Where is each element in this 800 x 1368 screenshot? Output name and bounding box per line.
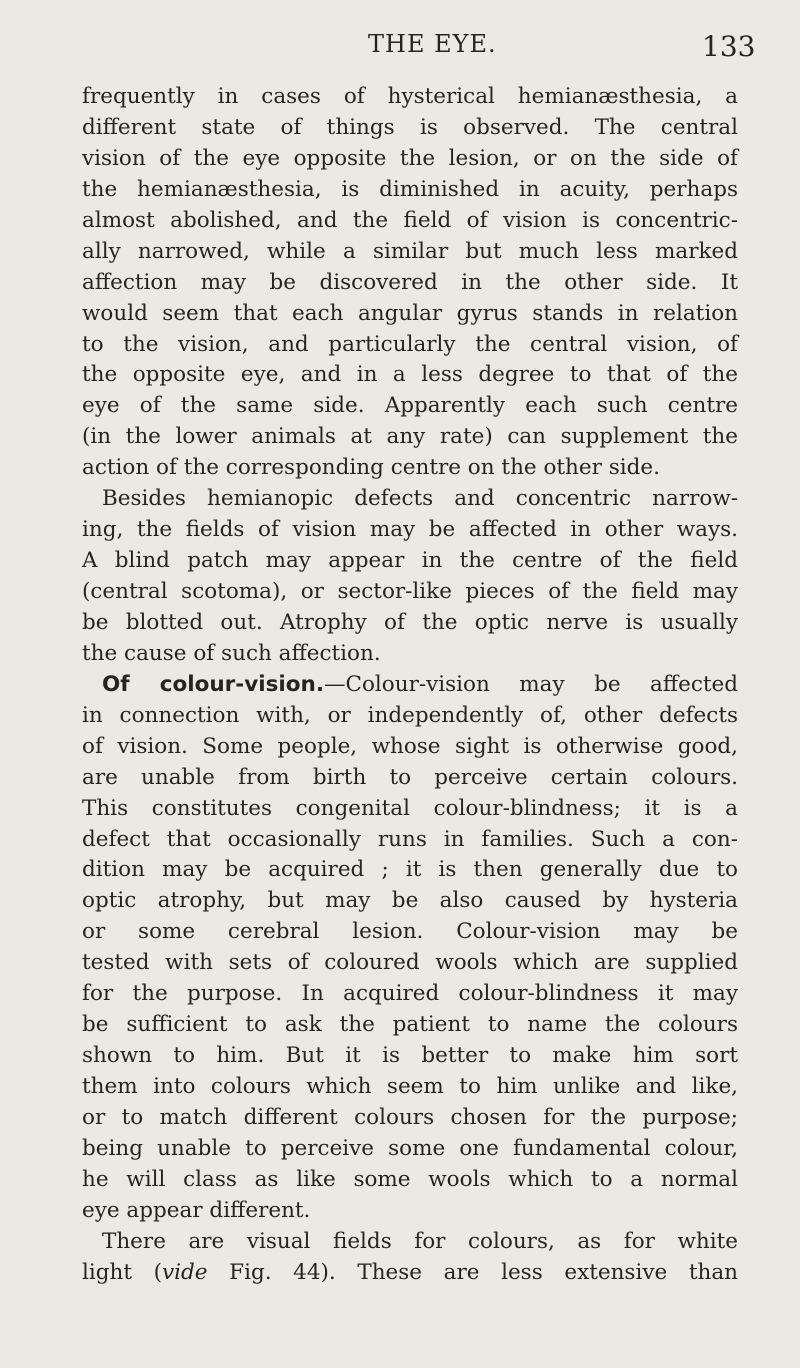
text-line: are unable from birth to perceive certain colours. — [82, 764, 738, 790]
text-line: or to match different colours chosen for the purpose; — [82, 1104, 738, 1130]
text-line: Besides hemianopic defects and concentric narrow- — [102, 486, 738, 512]
text-line: shown to him. But it is better to make him sort — [82, 1043, 738, 1069]
text-line: eye appear different. — [82, 1197, 311, 1223]
text-line: affection may be discovered in the other side. It — [82, 269, 738, 295]
text-line: the opposite eye, and in a less degree to that of the — [82, 362, 738, 388]
text-line: the hemianæsthesia, is diminished in acuity, perhaps — [82, 176, 738, 202]
section-heading-line — [82, 670, 738, 701]
text-line: would seem that each angular gyrus stands in relation — [82, 300, 738, 326]
running-head: THE EYE. — [368, 30, 497, 58]
text-line: vision of the eye opposite the lesion, or on the side of — [82, 145, 738, 171]
page-number: 133 — [702, 30, 756, 63]
figure-reference-line — [82, 1258, 738, 1289]
text-line: optic atrophy, but may be also caused by hysteria — [82, 888, 738, 914]
text-line: to the vision, and particularly the central vision, of — [82, 331, 738, 357]
text-line: be sufficient to ask the patient to name the colours — [82, 1012, 738, 1038]
text-line: he will class as like some wools which to a normal — [82, 1166, 738, 1192]
text-line: ally narrowed, while a similar but much less marked — [82, 238, 738, 264]
text-line: tested with sets of coloured wools which are supplied — [82, 950, 738, 976]
section-heading-text: —Colour-vision may be affected — [324, 671, 738, 697]
figure-reference-vide: vide — [162, 1259, 208, 1285]
text-line: eye of the same side. Apparently each such centre — [82, 393, 738, 419]
text-line: in connection with, or independently of, other defects — [82, 702, 738, 728]
text-line: There are visual fields for colours, as for white — [102, 1228, 738, 1254]
section-heading: Of colour-vision. — [102, 671, 325, 697]
figure-reference-before: light ( — [82, 1259, 163, 1285]
text-line: being unable to perceive some one fundamental colour, — [82, 1135, 738, 1161]
text-line: (in the lower animals at any rate) can supplement the — [82, 424, 738, 450]
text-line: action of the corresponding centre on the other side. — [82, 455, 660, 481]
text-line: of vision. Some people, whose sight is otherwise good, — [82, 733, 738, 759]
body-text — [82, 82, 738, 1289]
text-line: or some cerebral lesion. Colour-vision may be — [82, 919, 738, 945]
text-line: them into colours which seem to him unlike and like, — [82, 1074, 738, 1099]
text-line: for the purpose. In acquired colour-blindness it may — [82, 981, 738, 1007]
text-line: the cause of such affection. — [82, 640, 381, 666]
text-line: ing, the fields of vision may be affected in other ways. — [82, 517, 738, 543]
text-line: different state of things is observed. The central — [82, 114, 738, 140]
text-line: be blotted out. Atrophy of the optic nerve is usually — [82, 609, 738, 635]
text-line: A blind patch may appear in the centre of the field — [82, 548, 738, 574]
text-line: almost abolished, and the field of vision is concentric- — [82, 207, 738, 233]
text-line: dition may be acquired ; it is then generally due to — [82, 857, 738, 883]
figure-reference-after: Fig. 44). These are less extensive than — [207, 1259, 738, 1285]
text-line: defect that occasionally runs in families. Such a con- — [82, 826, 738, 852]
text-line: frequently in cases of hysterical hemianæsthesia, a — [82, 84, 738, 109]
text-line: (central scotoma), or sector-like pieces of the field may — [82, 579, 738, 604]
text-line: This constitutes congenital colour-blindness; it is a — [82, 795, 738, 821]
